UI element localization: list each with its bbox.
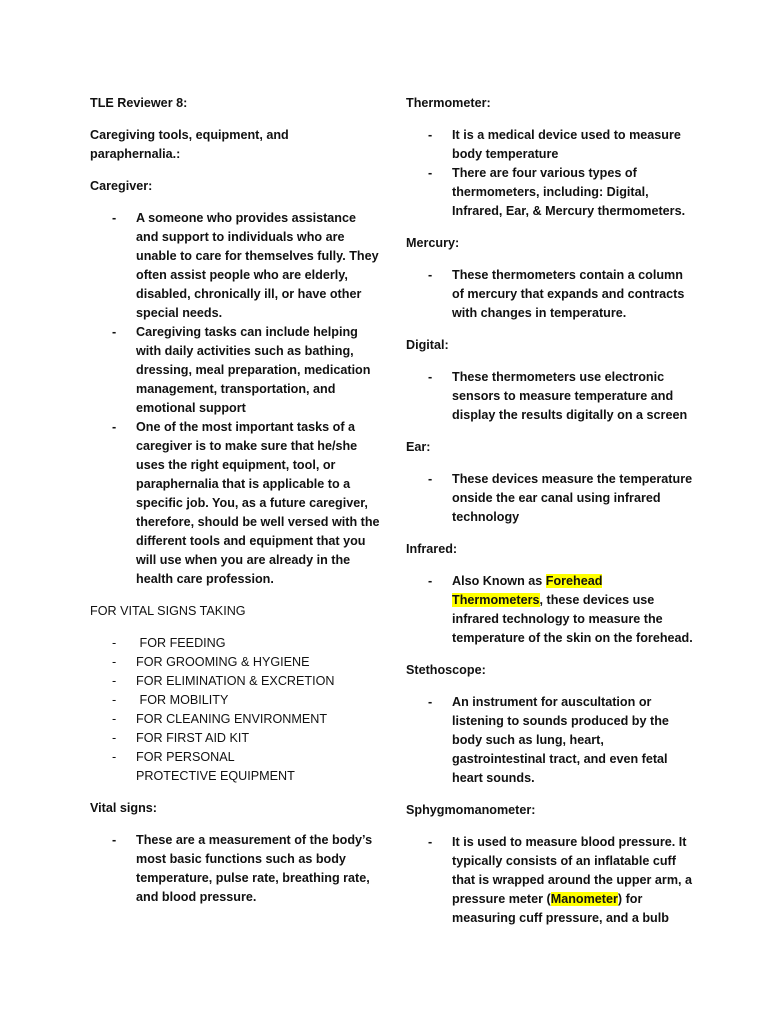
- ear-list: [406, 470, 696, 527]
- infrared-text-after: , these devices use infrared technology to measure the temperature of the skin on the forehead.: [452, 593, 693, 645]
- list-item: - FOR MOBILITY: [90, 691, 380, 710]
- stethoscope-heading: Stethoscope:: [406, 663, 486, 677]
- mercury-heading: Mercury:: [406, 236, 460, 250]
- list-item: - FOR FEEDING: [90, 634, 380, 653]
- list-item: - Caregiving tasks can include helping with daily activities such as bathing, dressing, meal preparation, medication management, transportation, and emotional support: [90, 323, 380, 418]
- thermometer-list: [406, 126, 696, 221]
- list-item: - FOR GROOMING & HYGIENE: [90, 653, 380, 672]
- list-item: - FOR FIRST AID KIT: [90, 729, 380, 748]
- vital-signs-taking-list: [90, 634, 380, 786]
- list-item: - There are four various types of thermometers, including: Digital, Infrared, Ear, & Mercury thermometers.: [406, 164, 696, 221]
- sphygmomanometer-text-after: ) for measuring cuff pressure, and a bulb: [452, 892, 669, 925]
- vital-signs-taking-heading: FOR VITAL SIGNS TAKING: [90, 604, 246, 618]
- left-column: [90, 94, 380, 920]
- sphygmomanometer-list: [406, 833, 696, 928]
- digital-list: [406, 368, 696, 425]
- caregiver-list: [90, 209, 380, 589]
- list-item: - FOR ELIMINATION & EXCRETION: [90, 672, 380, 691]
- list-item: - These thermometers use electronic sensors to measure temperature and display the results digitally on a screen: [406, 368, 696, 425]
- list-item: - An instrument for auscultation or listening to sounds produced by the body such as lung, heart, gastrointestinal tract, and even fetal heart sounds.: [406, 693, 696, 788]
- thermometer-heading: Thermometer:: [406, 96, 491, 110]
- mercury-list: [406, 266, 696, 323]
- vital-signs-heading: Vital signs:: [90, 801, 157, 815]
- sphygmomanometer-text-before: It is used to measure blood pressure. It typically consists of an inflatable cuff that is wrapped around the upper arm, a pressure meter (: [452, 835, 693, 906]
- infrared-list: [406, 572, 696, 648]
- document-title: TLE Reviewer 8:: [90, 96, 188, 110]
- vital-signs-list: [90, 831, 380, 907]
- digital-heading: Digital:: [406, 338, 449, 352]
- sphygmomanometer-heading: Sphygmomanometer:: [406, 803, 536, 817]
- stethoscope-list: [406, 693, 696, 788]
- list-item: - FOR PERSONAL PROTECTIVE EQUIPMENT: [90, 748, 380, 786]
- list-item: [406, 833, 696, 928]
- list-item: - These devices measure the temperature onside the ear canal using infrared technology: [406, 470, 696, 527]
- highlighted-term: Forehead Thermometers: [452, 574, 603, 607]
- ear-heading: Ear:: [406, 440, 431, 454]
- caregiver-heading: Caregiver:: [90, 179, 153, 193]
- list-item: [406, 572, 696, 648]
- infrared-text-before: Also Known as: [452, 574, 546, 588]
- list-item: - FOR CLEANING ENVIRONMENT: [90, 710, 380, 729]
- list-item: - It is a medical device used to measure body temperature: [406, 126, 696, 164]
- list-item: - One of the most important tasks of a caregiver is to make sure that he/she uses the right equipment, tool, or paraphernalia that is applicable to a specific job. You, as a future caregiver, therefore, should be well versed with the different tools and equipment that you will use when you are already in the health care profession.: [90, 418, 380, 589]
- highlighted-term: Manometer: [550, 892, 618, 906]
- right-column: [406, 94, 696, 941]
- list-item: - These are a measurement of the body’s most basic functions such as body temperature, pulse rate, breathing rate, and blood pressure.: [90, 831, 380, 907]
- list-item: - These thermometers contain a column of mercury that expands and contracts with changes in temperature.: [406, 266, 696, 323]
- document-subtitle: Caregiving tools, equipment, and paraphernalia.:: [90, 128, 289, 161]
- list-item: - A someone who provides assistance and support to individuals who are unable to care for themselves fully. They often assist people who are elderly, disabled, chronically ill, or have other special needs.: [90, 209, 380, 323]
- infrared-heading: Infrared:: [406, 542, 458, 556]
